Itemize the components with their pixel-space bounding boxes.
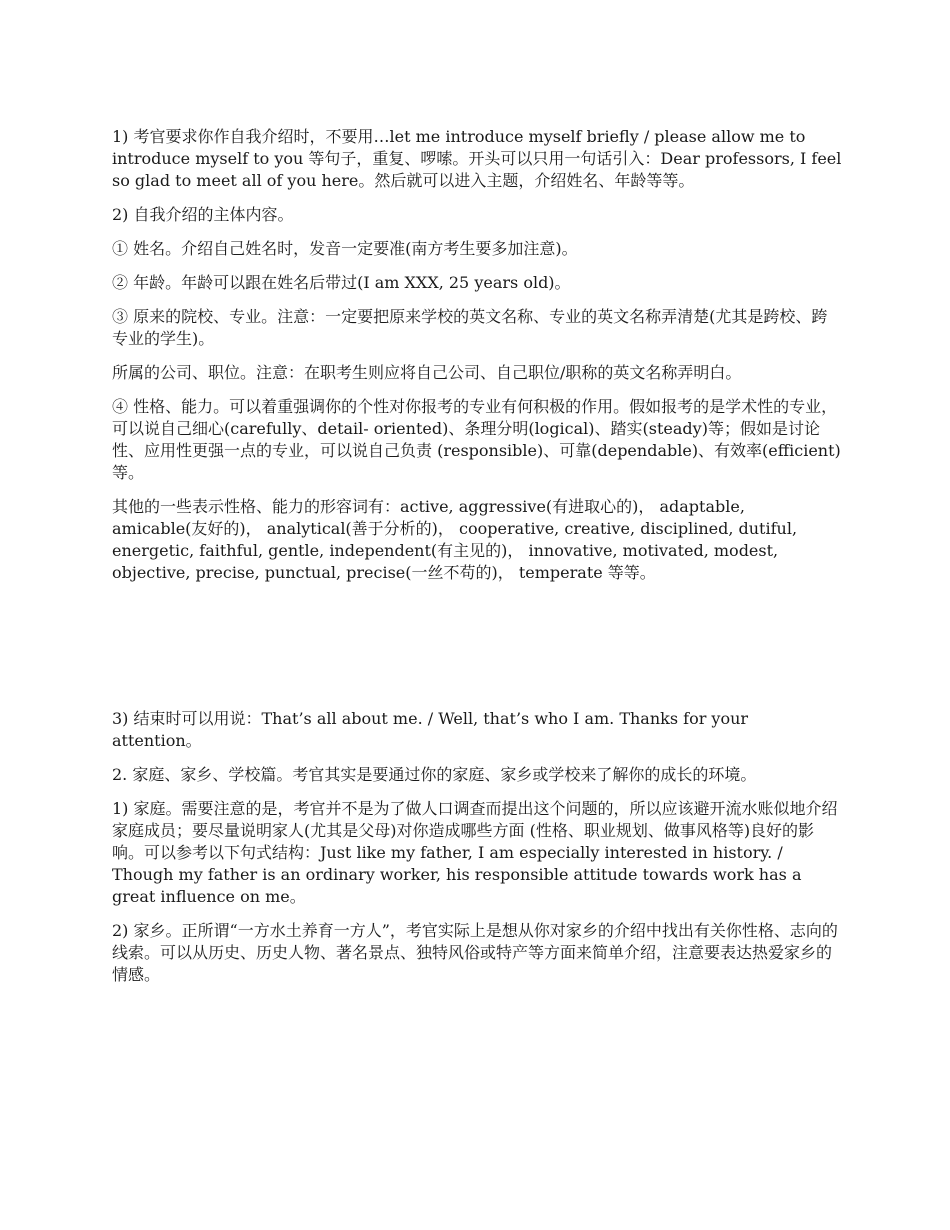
document-body [112,126,842,998]
paragraph-closing: 3) 结束时可以用说：That’s all about me. / Well, that’s who I am. Thanks for your attention。 [112,709,749,750]
paragraph-company-position: 所属的公司、职位。注意：在职考生则应将自己公司、自己职位/职称的英文名称弄明白。 [112,363,742,382]
paragraph-intro-opening: 1) 考官要求你作自我介绍时，不要用…let me introduce myself briefly / please allow me to introduce myself to you 等句子，重复、啰嗦。开头可以只用一句话引入：Dear professors, I feel so glad to meet all of you here。然后就可以进入主题，介绍姓名、年龄等等。 [112,127,842,190]
paragraph-adjectives: 其他的一些表示性格、能力的形容词有：active, aggressive(有进取心的)， adaptable, amicable(友好的)， analytical(善于分析的)， cooperative, creative, disciplined, dutiful, energetic, faithful, gentle, independent(有主见的)， innovative, motivated, modest, objective, precise, punctual, precise(一丝不苟的)， temperate 等等。 [112,497,798,582]
blank-gap [112,596,842,708]
paragraph-family: 1) 家庭。需要注意的是，考官并不是为了做人口调查而提出这个问题的，所以应该避开流水账似地介绍家庭成员；要尽量说明家人(尤其是父母)对你造成哪些方面 (性格、职业规划、做事风格等)良好的影响。可以参考以下句式结构：Just like my father, I am especially interested in history. / Though my father is an ordinary worker, his responsible attitude towards work has a great influence on me。 [112,799,838,906]
paragraph-intro-body-heading: 2) 自我介绍的主体内容。 [112,205,294,224]
paragraph-age: ② 年龄。年龄可以跟在姓名后带过(I am XXX, 25 years old)。 [112,273,571,292]
paragraph-name: ① 姓名。介绍自己姓名时，发音一定要准(南方考生要多加注意)。 [112,239,578,258]
paragraph-school-major: ③ 原来的院校、专业。注意：一定要把原来学校的英文名称、专业的英文名称弄清楚(尤其是跨校、跨专业的学生)。 [112,307,828,348]
paragraph-personality: ④ 性格、能力。可以着重强调你的个性对你报考的专业有何积极的作用。假如报考的是学术性的专业，可以说自己细心(carefully、detail- oriented)、条理分明(logical)、踏实(steady)等；假如是讨论性、应用性更强一点的专业，可以说自己负责 (responsible)、可靠(dependable)、有效率(efficient)等。 [112,397,841,482]
paragraph-family-hometown-school: 2. 家庭、家乡、学校篇。考官其实是要通过你的家庭、家乡或学校来了解你的成长的环境。 [112,765,757,784]
paragraph-hometown: 2) 家乡。正所谓“一方水土养育一方人”，考官实际上是想从你对家乡的介绍中找出有关你性格、志向的线索。可以从历史、历史人物、著名景点、独特风俗或特产等方面来简单介绍，注意要表达热爱家乡的情感。 [112,921,838,984]
